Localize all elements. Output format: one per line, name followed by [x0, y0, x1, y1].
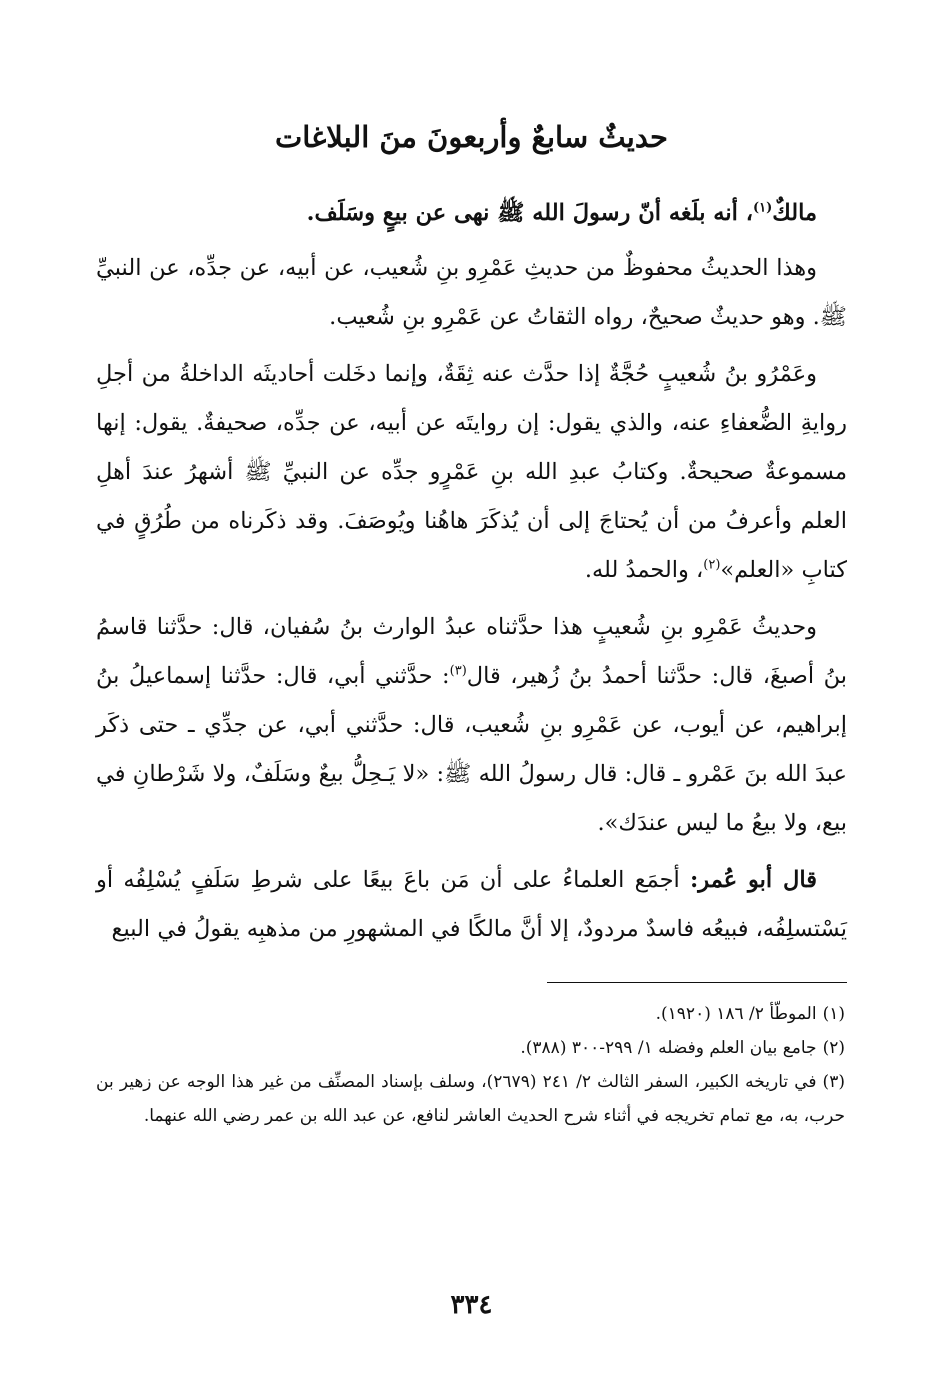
footnote-2 [96, 1031, 847, 1065]
paragraph-3-text: وعَمْرُو بنُ شُعيبٍ حُجَّةٌ إذا حدَّث عنه ثِقَةٌ، وإنما دخَلت أحاديثَه الداخلةُ من أجلِ روايةِ الضُّعفاءِ عنه، والذي يقول: إن روايتَه عن أبيه، عن جدِّه، صحيفةٌ. يقول: إنها مسموعةٌ صحيحةٌ. وكتابُ عبدِ الله بنِ عَمْرٍو جدِّه عن النبيِّ ﷺ أشهرُ عندَ أهلِ العلم وأعرفُ من أن يُحتاجَ إلى أن يُذكَرَ هاهُنا ويُوصَفَ. وقد ذكَرناه من طُرُقٍ في كتابِ «العلم» [96, 360, 847, 583]
paragraph-4-tail: : حدَّثني أبي، قال: حدَّثنا إسماعيلُ بنُ إبراهيم، عن أيوب، عن عَمْرِو بنِ شُعيب، قال: حدَّثني أبي، عن جدِّي ـ حتى ذكَر عبدَ الله بنَ عَمْرو ـ قال: قال رسولُ الله ﷺ: «لا يَـحِلُّ بيعٌ وسَلَفٌ، ولا شَرْطانِ في بيع، ولا بيعُ ما ليس عندَك». [96, 662, 847, 836]
footnote-3 [96, 1065, 847, 1133]
page-title: حديثٌ سابعٌ وأربعونَ منَ البلاغات [275, 120, 668, 154]
paragraph-5 [96, 856, 847, 954]
footnote-number: (٣) [822, 1071, 845, 1092]
paragraph-2-text: وهذا الحديثُ محفوظٌ من حديثِ عَمْرِو بنِ شُعيب، عن أبيه، عن جدِّه، عن النبيِّ ﷺ. وهو حديثٌ صحيحٌ، رواه الثقاتُ عن عَمْرِو بنِ شُعيب. [96, 254, 847, 330]
paragraph-1-text: ، أنه بلَغه أنّ رسولَ الله ﷺ نهى عن بيعٍ وسَلَف. [306, 199, 753, 226]
footnote-number: (١) [822, 1003, 845, 1024]
paragraph-3-tail: ، والحمدُ لله. [584, 556, 704, 583]
paragraph-4 [96, 603, 847, 848]
paragraph-2 [96, 244, 847, 342]
paragraph-5-text: أجمَع العلماءُ على أن مَن باعَ بيعًا على شرطِ سَلَفٍ يُسْلِفُه أو يَسْتسلِفُه، فبيعُه فاسدٌ مردودٌ، إلا أنَّ مالكًا في المشهورِ من مذهبِه يقولُ في البيع [96, 866, 847, 942]
footnote-text: جامع بيان العلم وفضله ١/ ٢٩٩-٣٠٠ (٣٨٨). [520, 1037, 817, 1058]
footnote-ref-2[interactable]: (٢) [703, 557, 721, 573]
footnote-1 [96, 997, 847, 1031]
footnote-number: (٢) [822, 1037, 845, 1058]
paragraph-4-text: وحديثُ عَمْرِو بنِ شُعيبٍ هذا حدَّثناه عبدُ الوارث بنُ سُفيان، قال: حدَّثنا قاسمُ بنُ أصبغَ، قال: حدَّثنا أحمدُ بنُ زُهير، قال [96, 613, 848, 689]
footnote-ref-1[interactable]: (١) [752, 200, 773, 216]
footnote-ref-3[interactable]: (٣) [449, 663, 467, 679]
footnote-text: الموطّأ ٢/ ١٨٦ (١٩٢٠). [655, 1003, 817, 1024]
page-number: ٣٣٤ [450, 1290, 493, 1320]
author-lead: قال أبو عُمر: [689, 866, 817, 893]
footnote-text: في تاريخه الكبير، السفر الثالث ٢/ ٢٤١ (٢٦٧٩)، وسلف بإسناد المصنِّف من غير هذا الوجه عن زهير بن حرب، به، مع تمام تخريجه في أثناء شرح الحديث العاشر لنافع، عن عبد الله بن عمر رضي الله عنهما. [96, 1071, 845, 1126]
paragraph-3 [96, 350, 847, 595]
narrator-lead: مالكٌ [772, 199, 817, 226]
footnote-divider [547, 982, 847, 983]
paragraph-1 [96, 189, 847, 238]
